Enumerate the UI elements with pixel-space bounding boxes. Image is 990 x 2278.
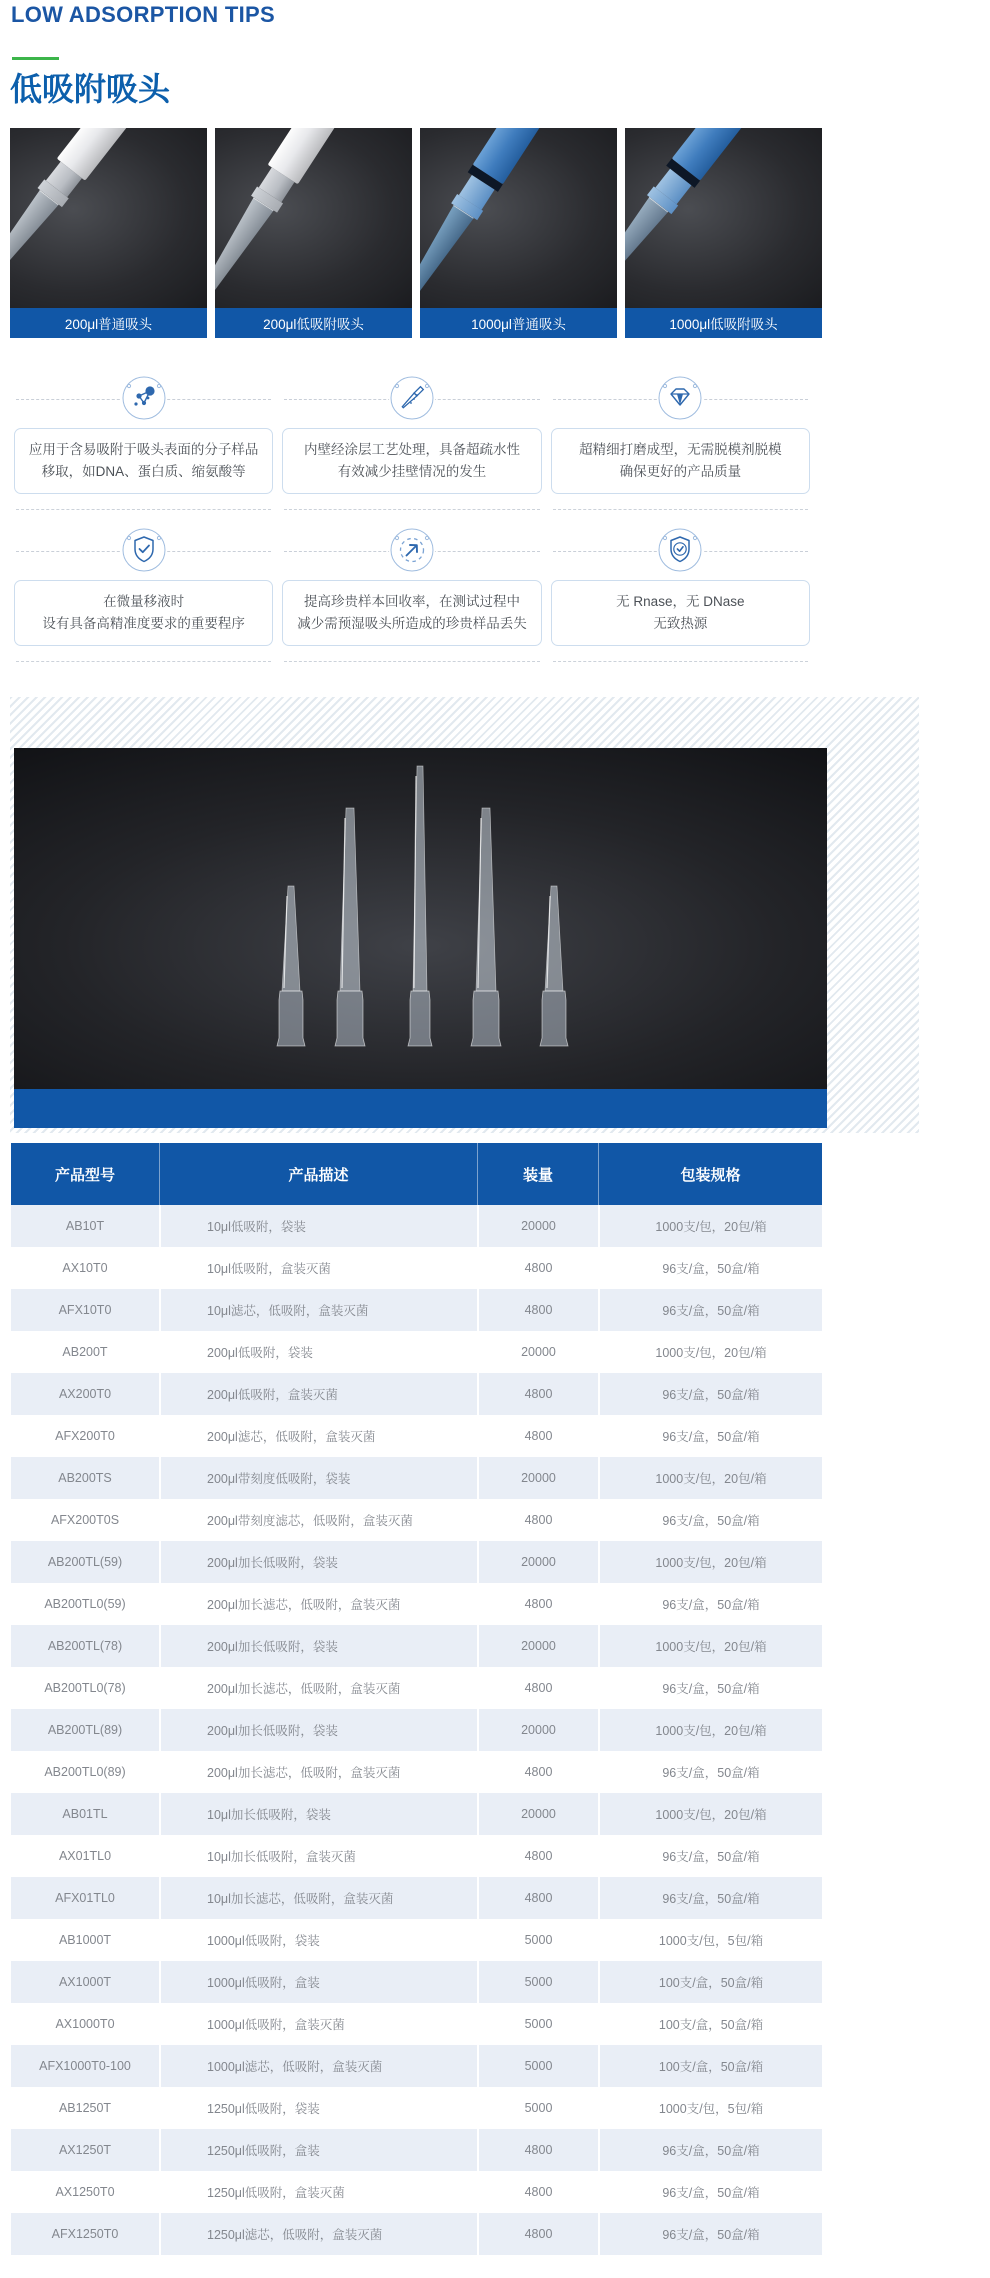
packaging-cell: 96支/盒，50盒/箱 — [598, 1415, 822, 1457]
description-cell: 1250μl低吸附，盒装灭菌 — [159, 2171, 477, 2213]
quantity-cell: 4800 — [477, 2171, 598, 2213]
photo-caption: 1000μl普通吸头 — [420, 308, 617, 338]
feature-grid — [14, 372, 810, 662]
feature-box — [551, 428, 810, 494]
feature-box — [282, 580, 541, 646]
quantity-cell: 20000 — [477, 1457, 598, 1499]
table-row — [11, 2213, 822, 2255]
page-title-chinese: 低吸附吸头 — [10, 71, 171, 107]
model-cell: AX1250T0 — [55, 2185, 115, 2199]
packaging-cell: 96支/盒，50盒/箱 — [598, 1373, 822, 1415]
feature-text-line: 应用于含易吸附于吸头表面的分子样品 — [28, 442, 259, 457]
photo-caption: 1000μl低吸附吸头 — [625, 308, 822, 338]
packaging-cell: 1000支/包，20包/箱 — [598, 1205, 822, 1247]
quantity-cell: 5000 — [477, 2003, 598, 2045]
feature-box — [14, 428, 273, 494]
quantity-cell: 4800 — [477, 1289, 598, 1331]
header-description: 产品描述 — [159, 1143, 477, 1205]
description-cell: 10μl加长滤芯，低吸附，盒装灭菌 — [159, 1877, 477, 1919]
table-body — [11, 1205, 822, 2255]
description-cell: 1000μl滤芯，低吸附，盒装灭菌 — [159, 2045, 477, 2087]
pipette-photo-200ul-low-adsorption — [215, 128, 412, 308]
packaging-cell: 96支/盒，50盒/箱 — [598, 1499, 822, 1541]
description-cell: 1000μl低吸附，盒装灭菌 — [159, 2003, 477, 2045]
hero-blue-bar — [14, 1089, 827, 1128]
feature-text-line: 设有具备高精准度要求的重要程序 — [42, 616, 245, 631]
quantity-cell: 4800 — [477, 1415, 598, 1457]
quantity-cell: 20000 — [477, 1205, 598, 1247]
quantity-cell: 20000 — [477, 1331, 598, 1373]
quantity-cell: 4800 — [477, 1835, 598, 1877]
table-row — [11, 1751, 822, 1793]
description-cell: 200μl带刻度低吸附，袋装 — [159, 1457, 477, 1499]
packaging-cell: 96支/盒，50盒/箱 — [598, 2171, 822, 2213]
description-cell: 200μl加长低吸附，袋装 — [159, 1625, 477, 1667]
model-cell: AB200T — [62, 1345, 108, 1359]
quantity-cell: 20000 — [477, 1541, 598, 1583]
quantity-cell: 4800 — [477, 1499, 598, 1541]
packaging-cell: 100支/盒，50盒/箱 — [598, 2045, 822, 2087]
feature-text-line: 在微量移液时 — [103, 594, 185, 609]
description-cell: 200μl加长低吸附，袋装 — [159, 1709, 477, 1751]
photo-caption: 200μl低吸附吸头 — [215, 308, 412, 338]
packaging-cell: 96支/盒，50盒/箱 — [598, 1877, 822, 1919]
table-row — [11, 1961, 822, 2003]
table-row — [11, 1877, 822, 1919]
table-row — [11, 2129, 822, 2171]
model-cell: AX01TL0 — [58, 1849, 112, 1863]
table-row — [11, 1415, 822, 1457]
table-row — [11, 1709, 822, 1751]
packaging-cell: 1000支/包，20包/箱 — [598, 1709, 822, 1751]
feature-text-line: 提高珍贵样本回收率，在测试过程中 — [303, 594, 520, 609]
pipette-photo-200ul-regular — [10, 128, 207, 308]
model-cell: AFX1250T0 — [51, 2227, 119, 2241]
table-row — [11, 1835, 822, 1877]
model-cell: AX1250T — [58, 2143, 112, 2157]
shield-check-icon — [121, 527, 167, 573]
arrow-up-right-icon — [389, 527, 435, 573]
feature-text-line: 确保更好的产品质量 — [619, 464, 742, 479]
product-photo-row — [10, 128, 822, 338]
quantity-cell: 5000 — [477, 2045, 598, 2087]
feature-box — [551, 580, 810, 646]
quantity-cell: 4800 — [477, 1751, 598, 1793]
feature-cell — [551, 372, 810, 510]
packaging-cell: 1000支/包，20包/箱 — [598, 1541, 822, 1583]
quantity-cell: 20000 — [477, 1625, 598, 1667]
feature-text-line: 无 Rnase，无 DNase — [616, 594, 745, 609]
feature-text-line: 减少需预湿吸头所造成的珍贵样品丢失 — [297, 616, 527, 631]
table-row — [11, 1499, 822, 1541]
table-row — [11, 1541, 822, 1583]
quantity-cell: 4800 — [477, 1877, 598, 1919]
packaging-cell: 100支/盒，50盒/箱 — [598, 1961, 822, 2003]
description-cell: 200μl加长滤芯，低吸附，盒装灭菌 — [159, 1583, 477, 1625]
model-cell: AB1000T — [58, 1933, 112, 1947]
molecule-icon — [121, 375, 167, 421]
pipette-tips-hero-photo — [14, 748, 827, 1089]
quantity-cell: 5000 — [477, 2087, 598, 2129]
quantity-cell: 4800 — [477, 1667, 598, 1709]
model-cell: AB10T — [65, 1219, 105, 1233]
table-row — [11, 1667, 822, 1709]
quantity-cell: 4800 — [477, 1247, 598, 1289]
packaging-cell: 96支/盒，50盒/箱 — [598, 1247, 822, 1289]
header-model: 产品型号 — [54, 1166, 115, 1184]
model-cell: AFX200T0 — [55, 1429, 115, 1443]
table-header-row — [11, 1143, 822, 1205]
model-cell: AB200TL0(78) — [44, 1681, 126, 1695]
product-photo-tile — [215, 128, 412, 338]
packaging-cell: 96支/盒，50盒/箱 — [598, 2213, 822, 2255]
pipette-tip-icon — [389, 375, 435, 421]
description-cell: 1250μl低吸附，袋装 — [159, 2087, 477, 2129]
model-cell: AB200TL(89) — [47, 1723, 123, 1737]
feature-box — [14, 580, 273, 646]
model-cell: AB200TL0(89) — [44, 1765, 126, 1779]
table-row — [11, 1205, 822, 1247]
quantity-cell: 20000 — [477, 1793, 598, 1835]
packaging-cell: 1000支/包，5包/箱 — [598, 2087, 822, 2129]
table-row — [11, 1373, 822, 1415]
feature-cell — [282, 372, 541, 510]
packaging-cell: 96支/盒，50盒/箱 — [598, 1751, 822, 1793]
description-cell: 10μl滤芯，低吸附，盒装灭菌 — [159, 1289, 477, 1331]
description-cell: 200μl滤芯，低吸附，盒装灭菌 — [159, 1415, 477, 1457]
product-spec-table — [11, 1143, 822, 2255]
feature-cell — [14, 372, 273, 510]
quantity-cell: 4800 — [477, 2129, 598, 2171]
description-cell: 10μl低吸附，袋装 — [159, 1205, 477, 1247]
pipette-photo-1000ul-low-adsorption — [625, 128, 822, 308]
table-row — [11, 1457, 822, 1499]
page-title-english: LOW ADSORPTION TIPS — [11, 2, 275, 27]
feature-cell — [282, 524, 541, 662]
packaging-cell: 96支/盒，50盒/箱 — [598, 1667, 822, 1709]
quantity-cell: 4800 — [477, 1583, 598, 1625]
model-cell: AB200TL0(59) — [44, 1597, 126, 1611]
product-photo-tile — [625, 128, 822, 338]
description-cell: 200μl加长滤芯，低吸附，盒装灭菌 — [159, 1667, 477, 1709]
feature-cell — [14, 524, 273, 662]
model-cell: AB200TL(59) — [47, 1555, 123, 1569]
model-cell: AB01TL — [62, 1807, 108, 1821]
quantity-cell: 5000 — [477, 1961, 598, 2003]
table-row — [11, 1583, 822, 1625]
pipette-photo-1000ul-regular — [420, 128, 617, 308]
model-cell: AB200TL(78) — [47, 1639, 123, 1653]
packaging-cell: 1000支/包，20包/箱 — [598, 1457, 822, 1499]
model-cell: AX1000T0 — [55, 2017, 115, 2031]
table-row — [11, 1289, 822, 1331]
feature-cell — [551, 524, 810, 662]
diamond-icon — [657, 375, 703, 421]
product-photo-tile — [10, 128, 207, 338]
description-cell: 1000μl低吸附，袋装 — [159, 1919, 477, 1961]
table-row — [11, 1247, 822, 1289]
packaging-cell: 100支/盒，50盒/箱 — [598, 2003, 822, 2045]
model-cell: AFX1000T0-100 — [39, 2059, 131, 2073]
packaging-cell: 96支/盒，50盒/箱 — [598, 2129, 822, 2171]
model-cell: AX200T0 — [58, 1387, 112, 1401]
pipette-tips-illustration — [14, 748, 827, 1089]
product-photo-tile — [420, 128, 617, 338]
model-cell: AX1000T — [58, 1975, 112, 1989]
feature-text-line: 内壁经涂层工艺处理，具备超疏水性 — [303, 442, 520, 457]
table-row — [11, 1793, 822, 1835]
model-cell: AFX200T0S — [50, 1513, 120, 1527]
header-quantity: 装量 — [477, 1143, 598, 1205]
header-packaging: 包装规格 — [598, 1143, 822, 1205]
table-row — [11, 1625, 822, 1667]
table-row — [11, 2045, 822, 2087]
packaging-cell: 96支/盒，50盒/箱 — [598, 1289, 822, 1331]
quantity-cell: 5000 — [477, 1919, 598, 1961]
photo-caption: 200μl普通吸头 — [10, 308, 207, 338]
green-accent-line — [12, 57, 59, 60]
description-cell: 1250μl滤芯，低吸附，盒装灭菌 — [159, 2213, 477, 2255]
feature-text-line: 无致热源 — [653, 616, 708, 631]
quantity-cell: 4800 — [477, 2213, 598, 2255]
table-row — [11, 2003, 822, 2045]
feature-box — [282, 428, 541, 494]
model-cell: AB1250T — [58, 2101, 112, 2115]
quantity-cell: 20000 — [477, 1709, 598, 1751]
packaging-cell: 96支/盒，50盒/箱 — [598, 1835, 822, 1877]
packaging-cell: 1000支/包，20包/箱 — [598, 1793, 822, 1835]
description-cell: 200μl低吸附，盒装灭菌 — [159, 1373, 477, 1415]
model-cell: AFX10T0 — [58, 1303, 112, 1317]
description-cell: 200μl带刻度滤芯，低吸附，盒装灭菌 — [159, 1499, 477, 1541]
description-cell: 200μl加长滤芯，低吸附，盒装灭菌 — [159, 1751, 477, 1793]
table-row — [11, 2171, 822, 2213]
description-cell: 200μl低吸附，袋装 — [159, 1331, 477, 1373]
quantity-cell: 4800 — [477, 1373, 598, 1415]
table-row — [11, 1919, 822, 1961]
packaging-cell: 96支/盒，50盒/箱 — [598, 1583, 822, 1625]
feature-text-line: 移取，如DNA、蛋白质、缩氨酸等 — [41, 464, 246, 479]
description-cell: 1250μl低吸附，盒装 — [159, 2129, 477, 2171]
description-cell: 1000μl低吸附，盒装 — [159, 1961, 477, 2003]
packaging-cell: 1000支/包，20包/箱 — [598, 1625, 822, 1667]
feature-text-line: 有效减少挂壁情况的发生 — [337, 464, 487, 479]
description-cell: 200μl加长低吸附，袋装 — [159, 1541, 477, 1583]
description-cell: 10μl加长低吸附，袋装 — [159, 1793, 477, 1835]
model-cell: AFX01TL0 — [55, 1891, 115, 1905]
table-row — [11, 1331, 822, 1373]
packaging-cell: 1000支/包，20包/箱 — [598, 1331, 822, 1373]
model-cell: AX10T0 — [62, 1261, 108, 1275]
table-row — [11, 2087, 822, 2129]
feature-text-line: 超精细打磨成型，无需脱模剂脱模 — [579, 442, 782, 457]
description-cell: 10μl低吸附，盒装灭菌 — [159, 1247, 477, 1289]
description-cell: 10μl加长低吸附，盒装灭菌 — [159, 1835, 477, 1877]
shield-verified-icon — [657, 527, 703, 573]
packaging-cell: 1000支/包，5包/箱 — [598, 1919, 822, 1961]
model-cell: AB200TS — [58, 1471, 112, 1485]
